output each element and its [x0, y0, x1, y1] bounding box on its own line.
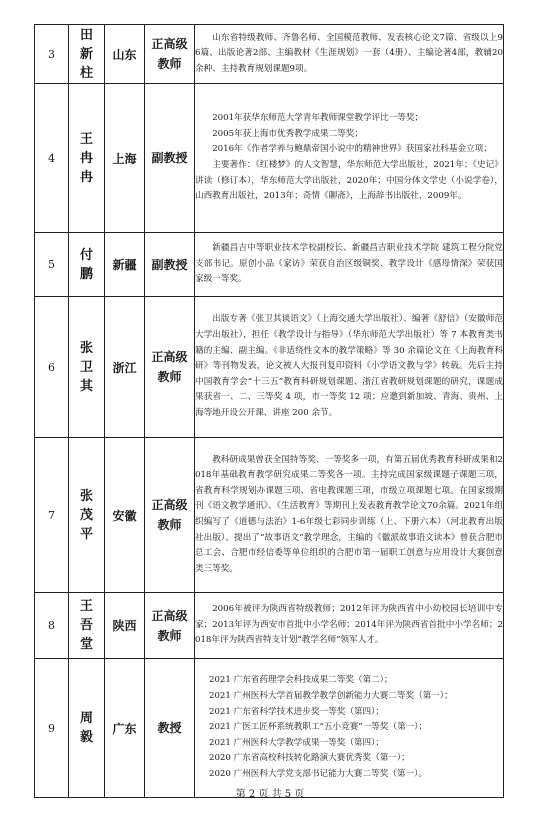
bio-cell [195, 297, 504, 438]
page-footer: 第 2 页 共 5 页 [235, 789, 305, 800]
province: 安徽 [105, 438, 145, 593]
bio-text: 2016年《作者学养与鲍鼎帝国小说中的精神世界》获国家社科基金立项； [212, 144, 492, 155]
award-item: 2021 广州医科大学首届教学教学创新能力大赛二等奖（第一）； [209, 691, 453, 702]
bio-cell [195, 25, 504, 84]
award-item: 2021 广州医科大学教学成果一等奖（第四）； [209, 737, 384, 748]
award-item: 2020 广州医科大学党支部书记能力大赛二等奖（第一）。 [209, 768, 427, 779]
bio-text: 主要著作：《红楼梦》的人文智慧，华东师范大学出版社，2021年；《史记》讲读（修订本），华东师范大学出版社，2020年；中国分体文学史（小说学卷），山西教育出版社，2013年；奇情《聊斋》，上海辞书出版社，2009年。 [195, 160, 503, 202]
teacher-name: 张 卫 其 [69, 297, 105, 438]
teacher-name: 付 鹏 [69, 233, 105, 297]
award-item: 2021 广医工匠杯系统教职工“五小竞赛”一等奖（第一）； [209, 722, 428, 733]
bio-text: 山东省特级教师、齐鲁名师、全国模范教师、发表核心论文7篇、省级以上96篇、出版论著2部、主编教材《生涯规划》一套（4册）、主编论著4部，教辅20余种、主持教育规划课题9项。 [195, 32, 503, 74]
row-number: 6 [35, 297, 69, 438]
province: 上海 [105, 84, 145, 233]
row-number: 3 [35, 25, 69, 84]
bio-text: 2006年被评为陕西省特级教师；2012年评为陕西省中小幼校园长培训中专家；2013年评为西安市首批中小学名师；2014年评为陕西省首批中小学名师；2018年评为陕西省特支计划“教学名师”领军人才。 [195, 604, 503, 646]
province: 广东 [105, 659, 145, 798]
province: 山东 [105, 25, 145, 84]
award-item: 2021 广东省科学技术进步奖一等奖（第四）； [209, 706, 384, 717]
job-title: 教授 [145, 659, 195, 798]
bio-text: 教科研成果曾获全国特等奖、一等奖多一项，有第五届优秀教育科研成果和2018年基础教育教学研究成果二等奖各一项。主持完成国家级课题子课题三项，省教育科学规划办课题三项、省电教课题三项，市级立项课题七项。在国家级期刊《语文教学通讯》、《生活教育》等期刊上发表教育教学论文70余篇。2021年组织编写了《道德与法治》1-6年级七彩同步训练（上、下册六本）（河北教育出版社出版）。提出了“故事语文”教学理念，主编的《徽派故事语文读本》曾获合肥市总工会、合肥市经信委等单位组织的合肥市第一届职工创意与应用设计大赛创意类三等奖。 [195, 454, 503, 574]
teacher-table-body [35, 25, 504, 798]
awards-cell [195, 659, 504, 798]
teacher-name: 田 新 柱 [69, 25, 105, 84]
award-item: 2021 广东省药理学会科技成果二等奖（第二）； [209, 675, 393, 686]
row-number: 7 [35, 438, 69, 593]
bio-text: 2001年获华东师范大学青年教师课堂教学评比一等奖； [212, 113, 424, 124]
award-item: 2020 广东省高校科技转化路演大赛优秀奖（第一）； [209, 753, 410, 764]
bio-text: 新疆昌吉中等职业技术学校副校长、新疆昌吉职业技术学院 建筑工程分院党支部书记。原创小品《家访》荣获自治区级铜奖、教学设计《感母情深》荣获国家级一等奖。 [195, 243, 503, 285]
teacher-name: 王 冉 冉 [69, 84, 105, 233]
bio-cell [195, 438, 504, 593]
row-number: 8 [35, 593, 69, 659]
job-title: 正高级 教师 [145, 438, 195, 593]
teacher-name: 张 茂 平 [69, 438, 105, 593]
job-title: 正高级 教师 [145, 297, 195, 438]
bio-cell [195, 593, 504, 659]
bio-cell [195, 84, 504, 233]
job-title: 副教授 [145, 84, 195, 233]
job-title: 正高级 教师 [145, 593, 195, 659]
table-row [35, 84, 504, 233]
job-title: 正高级 教师 [145, 25, 195, 84]
province: 陕西 [105, 593, 145, 659]
teacher-name: 王 吾 堂 [69, 593, 105, 659]
teacher-name: 周 毅 [69, 659, 105, 798]
table-row [35, 438, 504, 593]
bio-text: 出版专著《张卫其谈语文》（上海交通大学出版社）、编著《舒信》（安徽师范大学出版社），担任《教学设计与指导》（华东师范大学出版社）等 7 本教育类书籍的主编、副主编。《非适绕性文本的教学策略》等 30 余篇论文在《上海教育科研》等刊物发表，论文被人大报刊复印资料《小学语文教与学》转载。先后主持中国教育学会“十三五”教育科研规划课题、浙江省教研规划课题的研究，课题成果获省一、二、三等奖 4 项，市一等奖 12 项；应邀到新加坡、青海、贵州、上海等地开设公开课、讲座 200 余节。 [195, 314, 503, 418]
table-row [35, 25, 504, 84]
teacher-table [34, 24, 504, 798]
row-number: 4 [35, 84, 69, 233]
province: 新疆 [105, 233, 145, 297]
province: 浙江 [105, 297, 145, 438]
table-row [35, 233, 504, 297]
bio-cell [195, 233, 504, 297]
table-row [35, 659, 504, 798]
table-row [35, 593, 504, 659]
bio-text: 2005年获上海市优秀教学成果二等奖； [212, 128, 363, 139]
row-number: 5 [35, 233, 69, 297]
job-title: 副教授 [145, 233, 195, 297]
table-row [35, 297, 504, 438]
row-number: 9 [35, 659, 69, 798]
